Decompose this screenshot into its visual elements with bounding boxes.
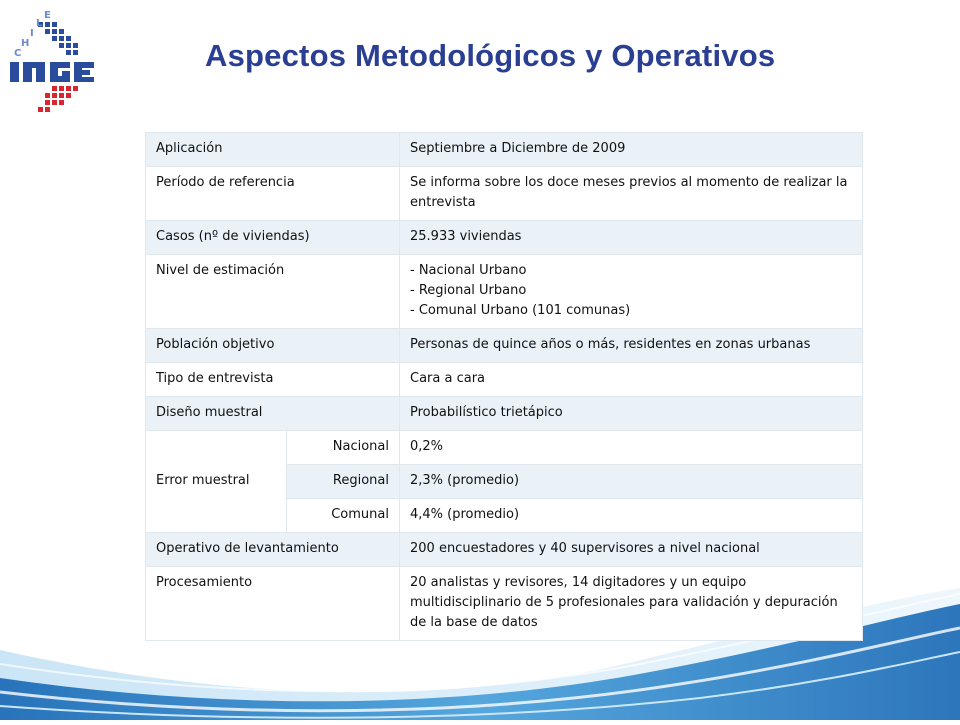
row-value: Probabilístico trietápico	[400, 397, 863, 431]
svg-text:L: L	[36, 18, 43, 29]
ine-logo	[8, 8, 98, 118]
error-level: Nacional	[287, 431, 400, 465]
table-row	[146, 363, 863, 397]
table-row	[146, 533, 863, 567]
row-value: Personas de quince años o más, residentes en zonas urbanas	[400, 329, 863, 363]
table-row	[146, 255, 863, 329]
row-value: 25.933 viviendas	[400, 221, 863, 255]
error-value: 4,4% (promedio)	[400, 499, 863, 533]
row-value: - Nacional Urbano - Regional Urbano - Comunal Urbano (101 comunas)	[400, 255, 863, 329]
error-label: Error muestral	[146, 431, 287, 533]
error-value: 2,3% (promedio)	[400, 465, 863, 499]
table-row	[146, 397, 863, 431]
error-level: Regional	[287, 465, 400, 499]
row-label: Nivel de estimación	[146, 255, 400, 329]
error-value: 0,2%	[400, 431, 863, 465]
row-value: 200 encuestadores y 40 supervisores a nivel nacional	[400, 533, 863, 567]
row-label: Población objetivo	[146, 329, 400, 363]
page-title: Aspectos Metodológicos y Operativos	[205, 38, 776, 73]
row-value: Cara a cara	[400, 363, 863, 397]
table-row	[146, 167, 863, 221]
table-row	[146, 133, 863, 167]
row-value: 20 analistas y revisores, 14 digitadores y un equipo multidisciplinario de 5 profesionales para validación y depuración de la base de datos	[400, 567, 863, 641]
row-value: Septiembre a Diciembre de 2009	[400, 133, 863, 167]
table-row	[146, 329, 863, 363]
methodology-table	[145, 132, 863, 641]
svg-text:E: E	[44, 10, 51, 21]
svg-text:C: C	[14, 48, 22, 59]
row-label: Casos (nº de viviendas)	[146, 221, 400, 255]
row-label: Procesamiento	[146, 567, 400, 641]
svg-text:I: I	[30, 28, 34, 39]
row-value: Se informa sobre los doce meses previos al momento de realizar la entrevista	[400, 167, 863, 221]
row-label: Operativo de levantamiento	[146, 533, 400, 567]
row-label: Período de referencia	[146, 167, 400, 221]
table-row	[146, 567, 863, 641]
row-label: Aplicación	[146, 133, 400, 167]
row-label: Tipo de entrevista	[146, 363, 400, 397]
row-label: Diseño muestral	[146, 397, 400, 431]
svg-text:H: H	[21, 38, 30, 49]
table-row	[146, 431, 863, 465]
error-level: Comunal	[287, 499, 400, 533]
table-row	[146, 221, 863, 255]
